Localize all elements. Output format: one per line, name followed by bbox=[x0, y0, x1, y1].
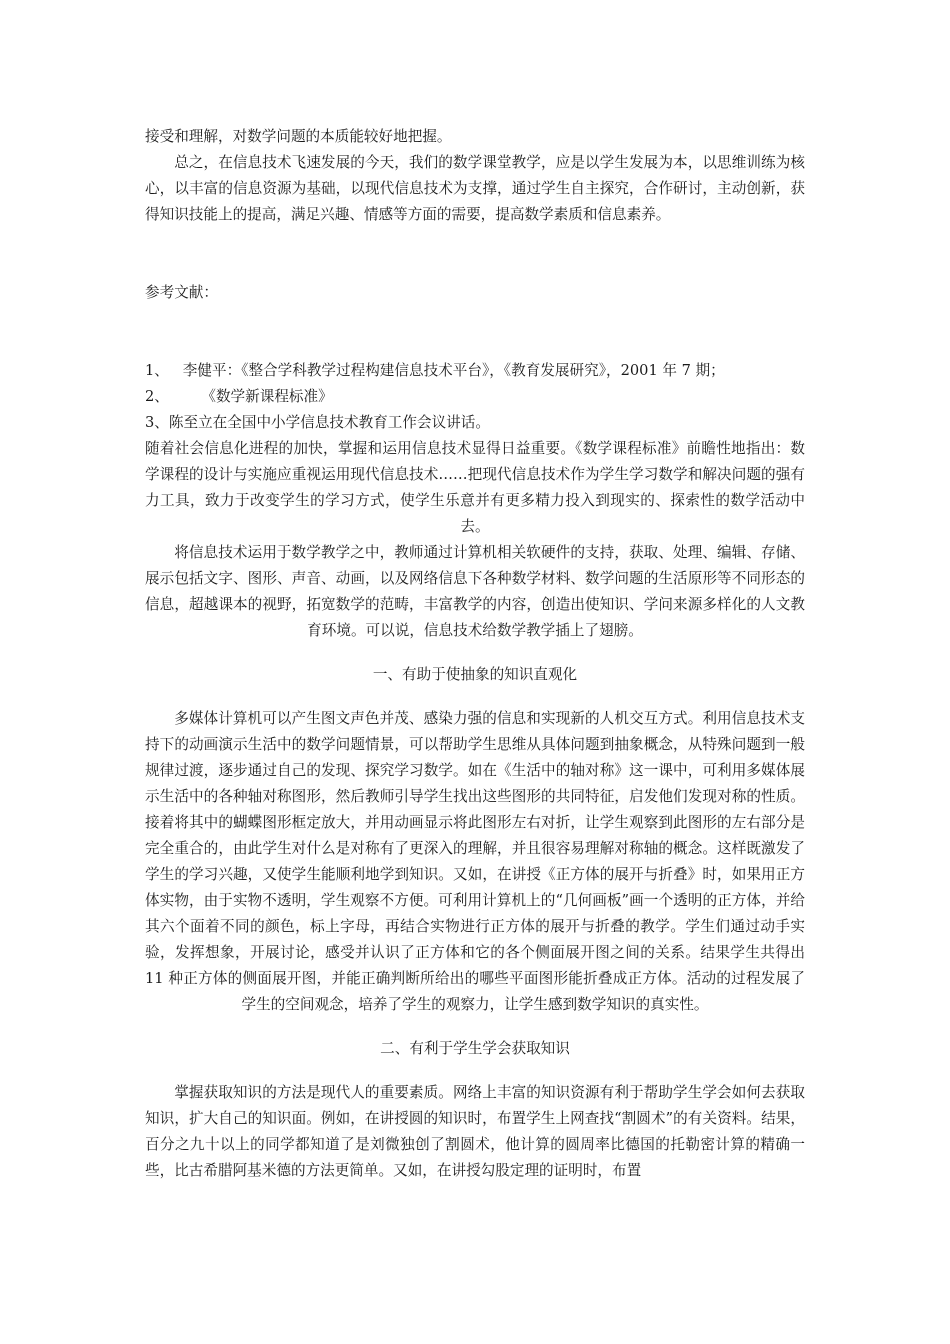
paragraph-section-2: 掌握获取知识的方法是现代人的重要素质。网络上丰富的知识资源有利于帮助学生学会如何去获取知识，扩大自己的知识面。例如，在讲授圆的知识时，布置学生上网查找“割圆术”的有关资料。结果，百分之九十以上的同学都知道了是刘微独创了割圆术，他计算的圆周率比德国的托勒密计算的精确一些，比古希腊阿基米德的方法更简单。又如，在讲授勾股定理的证明时，布置 bbox=[145, 1084, 805, 1179]
reference-item: 2、 《数学新课程标准》 bbox=[145, 388, 333, 405]
paragraph-section-1: 多媒体计算机可以产生图文声色并茂、感染力强的信息和实现新的人机交互方式。利用信息技术支持下的动画演示生活中的数学问题情景，可以帮助学生思维从具体问题到抽象概念，从特殊问题到一般规律过渡，逐步通过自己的发现、探究学习数学。如在《生活中的轴对称》这一课中，可利用多媒体展示生活中的各种轴对称图形，然后教师引导学生找出这些图形的共同特征，启发他们发现对称的性质。接着将其中的蝴蝶图形框定放大，并用动画显示将此图形左右对折，让学生观察到此图形的左右部分是完全重合的，由此学生对什么是对称有了更深入的理解，并且很容易理解对称轴的概念。这样既激发了学生的学习兴趣，又使学生能顺利地学到知识。又如，在讲授《正方体的展开与折叠》时，如果用正方体实物，由于实物不透明，学生观察不方便。可利用计算机上的“几何画板”画一个透明的正方体，并给其六个面着不同的颜色，标上字母，再结合实物进行正方体的展开与折叠的教学。学生们通过动手实验，发挥想象，开展讨论，感受并认识了正方体和它的各个侧面展开图之间的关系。结果学生共得出 11 种正方体的侧面展开图，并能正确判断所给出的哪些平面图形能折叠成正方体。活动的过程发展了学生的空间观念，培养了学生的观察力，让学生感到数学知识的真实性。 bbox=[145, 710, 805, 1013]
reference-item: 1、 李健平：《整合学科教学过程构建信息技术平台》，《教育发展研究》，2001 年 7 期； bbox=[145, 362, 725, 379]
document-body bbox=[145, 124, 805, 1184]
paragraph-intro-2: 将信息技术运用于数学教学之中，教师通过计算机相关软硬件的支持，获取、处理、编辑、存储、展示包括文字、图形、声音、动画，以及网络信息下各种数学材料、数学问题的生活原形等不同形态的信息，超越课本的视野，拓宽数学的范畴，丰富教学的内容，创造出使知识、学问来源多样化的人文教育环境。可以说，信息技术给数学教学插上了翅膀。 bbox=[145, 544, 805, 639]
spacer bbox=[145, 1018, 805, 1036]
spacer bbox=[145, 228, 805, 280]
spacer bbox=[145, 644, 805, 662]
reference-list bbox=[145, 358, 805, 436]
spacer bbox=[145, 306, 805, 358]
spacer bbox=[145, 1062, 805, 1080]
spacer bbox=[145, 688, 805, 706]
paragraph-conclusion: 总之，在信息技术飞速发展的今天，我们的数学课堂教学，应是以学生发展为本，以思维训练为核心，以丰富的信息资源为基础，以现代信息技术为支撑，通过学生自主探究，合作研讨，主动创新，获得知识技能上的提高，满足兴趣、情感等方面的需要，提高数学素质和信息素养。 bbox=[145, 154, 805, 223]
paragraph-continuation: 接受和理解，对数学问题的本质能较好地把握。 bbox=[145, 128, 452, 145]
section-heading-2: 二、有利于学生学会获取知识 bbox=[380, 1040, 570, 1057]
references-heading: 参考文献： bbox=[145, 284, 218, 301]
reference-item: 3、陈至立在全国中小学信息技术教育工作会议讲话。 bbox=[145, 414, 490, 431]
paragraph-intro: 随着社会信息化进程的加快，掌握和运用信息技术显得日益重要。《数学课程标准》前瞻性地指出：数学课程的设计与实施应重视运用现代信息技术……把现代信息技术作为学生学习数学和解决问题的强有力工具，致力于改变学生的学习方式，使学生乐意并有更多精力投入到现实的、探索性的数学活动中去。 bbox=[145, 440, 805, 535]
section-heading-1: 一、有助于使抽象的知识直观化 bbox=[372, 666, 578, 683]
